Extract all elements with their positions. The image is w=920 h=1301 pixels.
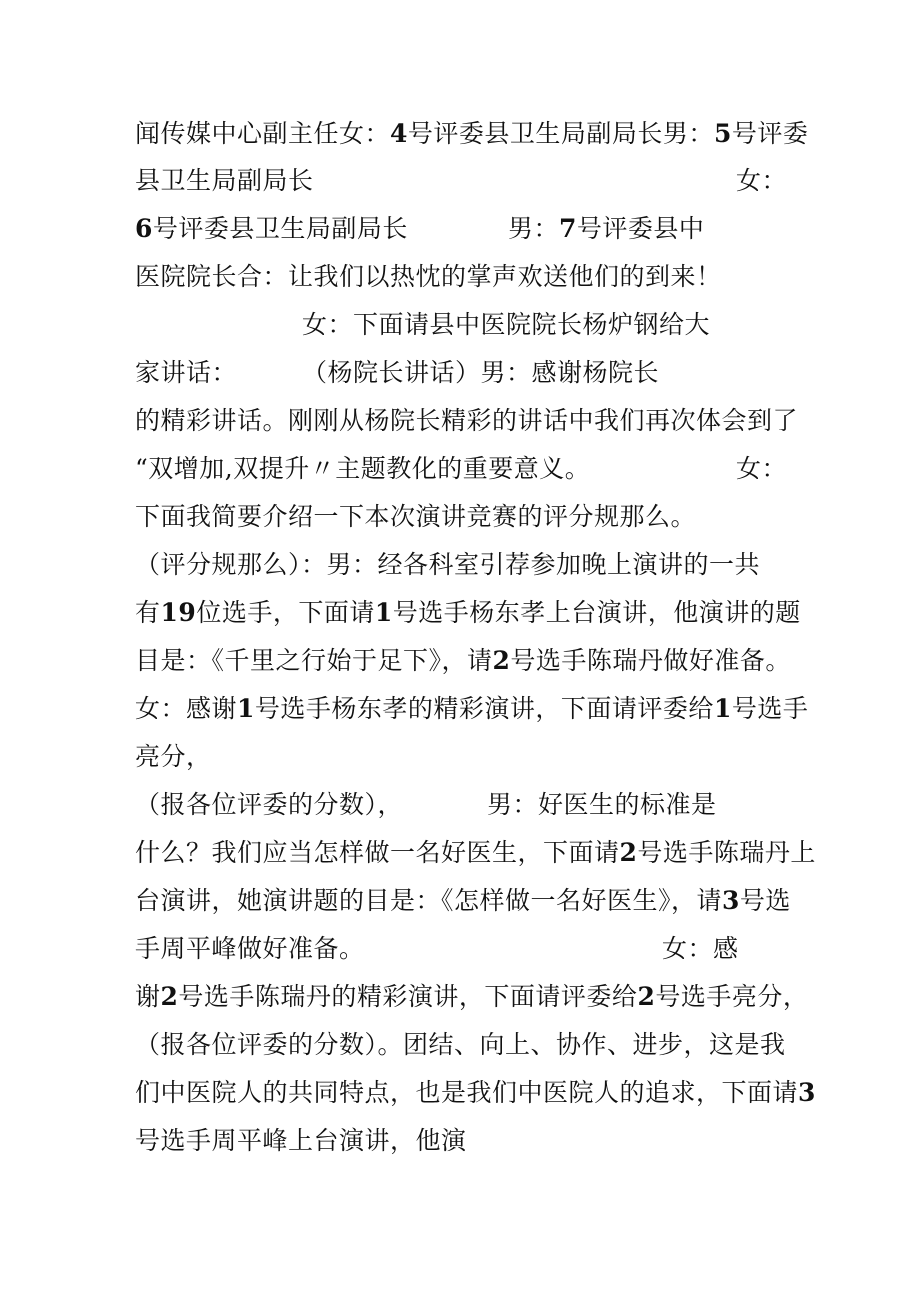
text-line: 家讲话： bbox=[135, 358, 238, 387]
text-line: （报各位评委的分数）， bbox=[135, 790, 404, 819]
text-line: 男：好医生的标准是 bbox=[487, 790, 717, 819]
text-line: 有19位选手，下面请1号选手杨东孝上台演讲，他演讲的题 bbox=[135, 598, 801, 627]
text-line: 的精彩讲话。刚刚从杨院长精彩的讲话中我们再次体会到了 bbox=[135, 406, 799, 435]
text-line: 县卫生局副局长 bbox=[135, 166, 314, 195]
text-line: 什么？我们应当怎样做一名好医生，下面请2号选手陈瑞丹上 bbox=[135, 838, 816, 867]
text-line: 谢2号选手陈瑞丹的精彩演讲，下面请评委给2号选手亮分， bbox=[135, 982, 809, 1011]
text-line: 手周平峰做好准备。 bbox=[135, 934, 365, 963]
text-line: 医院院长合：让我们以热忱的掌声欢送他们的到来！ bbox=[135, 262, 722, 291]
text-line: 女： bbox=[736, 166, 788, 195]
text-line: 女：下面请县中医院院长杨炉钢给大 bbox=[302, 310, 711, 339]
text-line: （报各位评委的分数）。团结、向上、协作、进步，这是我 bbox=[135, 1030, 786, 1059]
text-line: 亮分， bbox=[135, 742, 212, 771]
text-line: 下面我简要介绍一下本次演讲竞赛的评分规那么。 bbox=[135, 502, 697, 531]
text-line: 女： bbox=[736, 454, 788, 483]
text-line: “双增加,双提升〃主题教化的重要意义。 bbox=[135, 454, 591, 483]
text-line: （杨院长讲话）男：感谢杨院长 bbox=[302, 358, 660, 387]
text-line: 女：感 bbox=[662, 934, 739, 963]
text-line: （评分规那么）：男：经各科室引荐参加晚上演讲的一共 bbox=[135, 550, 761, 579]
text-line: 目是：《千里之行始于足下》，请2号选手陈瑞丹做好准备。 bbox=[135, 646, 791, 675]
text-line: 女：感谢1号选手杨东孝的精彩演讲，下面请评委给1号选手 bbox=[135, 694, 809, 723]
text-line: 号选手周平峰上台演讲，他演 bbox=[135, 1126, 467, 1155]
text-line: 闻传媒中心副主任女：4号评委县卫生局副局长男：5号评委 bbox=[135, 119, 809, 148]
text-line: 6号评委县卫生局副局长 bbox=[135, 214, 408, 243]
text-line: 台演讲，她演讲题的目是：《怎样做一名好医生》，请3号选 bbox=[135, 886, 791, 915]
text-line: 们中医院人的共同特点，也是我们中医院人的追求，下面请3 bbox=[135, 1078, 816, 1107]
text-line: 男：7号评委县中 bbox=[508, 214, 705, 243]
